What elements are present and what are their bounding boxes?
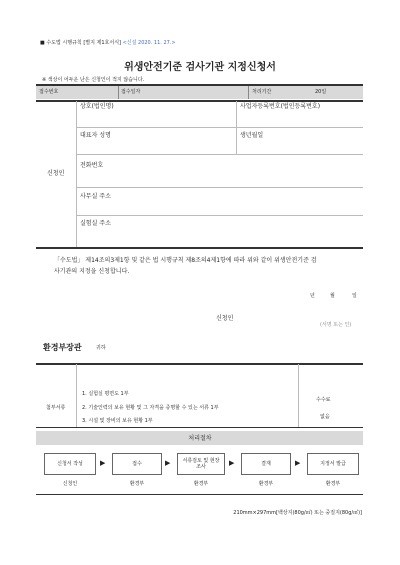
process-actor-3: 환경부 xyxy=(193,481,209,487)
signer-label: 신청인 xyxy=(216,315,234,322)
recipient-name: 환경부장관 xyxy=(43,343,82,352)
recipient-suffix: 귀하 xyxy=(96,345,106,351)
business-number-field[interactable]: 사업자등록번호(법인등록번호) xyxy=(240,103,321,110)
process-actor-2: 환경부 xyxy=(129,481,145,487)
date-day: 일 xyxy=(352,293,357,299)
company-name-field[interactable]: 상호(법인명) xyxy=(80,103,114,110)
statement-line-1: 「수도법」 제14조의3제1항 및 같은 법 시행규칙 제8조의4제1항에 따라 위와 같이 위생안전기준 검 xyxy=(54,257,317,264)
statement-line-2: 사기관의 지정을 신청합니다. xyxy=(54,268,130,275)
page-title: 위생안전기준 검사기관 지정신청서 xyxy=(124,62,276,73)
instruction-note: ※ 색상이 어두운 난은 신청인이 적지 않습니다. xyxy=(42,77,145,83)
arrow-right-icon: ▶ xyxy=(295,459,301,467)
receipt-date-label: 접수일자 xyxy=(121,89,141,95)
arrow-right-icon: ▶ xyxy=(165,459,171,467)
form-ref-text: 수도법 시행규칙 [별지 제1호서식] xyxy=(46,40,121,46)
receipt-number-label: 접수번호 xyxy=(39,89,59,95)
arrow-right-icon: ▶ xyxy=(229,459,235,467)
process-step-4: 결재 xyxy=(241,453,291,475)
date-month: 월 xyxy=(330,293,335,299)
attachment-item-2: 2. 기술인력의 보유 현황 및 그 자격을 증명할 수 있는 서류 1부 xyxy=(82,405,219,411)
bullet-icon: ■ xyxy=(40,40,45,46)
process-title: 처리절차 xyxy=(188,435,212,442)
process-actor-1: 신청인 xyxy=(62,481,78,487)
form-reference xyxy=(40,40,176,46)
process-step-2: 접수 xyxy=(112,453,162,475)
fee-value: 없음 xyxy=(320,414,330,420)
process-actor-4: 환경부 xyxy=(258,481,274,487)
lab-address-field[interactable]: 실험실 주소 xyxy=(80,220,111,227)
attachment-item-3: 3. 시설 및 장비의 보유 현황 1부 xyxy=(82,418,153,424)
birth-date-field[interactable]: 생년월일 xyxy=(240,132,264,139)
phone-field[interactable]: 전화번호 xyxy=(80,162,104,169)
process-actor-5: 환경부 xyxy=(325,481,341,487)
revision-text: <신설 2020. 11. 27.> xyxy=(122,40,176,46)
process-step-3: 서류검토 및 현장조사 xyxy=(177,453,225,475)
office-address-field[interactable]: 사무실 주소 xyxy=(80,193,111,200)
fee-label: 수수료 xyxy=(316,397,331,403)
process-step-5: 지정서 발급 xyxy=(307,453,359,475)
attachment-item-1: 1. 실험실 평면도 1부 xyxy=(82,391,129,397)
arrow-right-icon: ▶ xyxy=(100,459,106,467)
processing-period-value: 20일 xyxy=(315,89,327,95)
representative-name-field[interactable]: 대표자 성명 xyxy=(80,132,111,139)
processing-period-label: 처리기간 xyxy=(252,89,272,95)
paper-spec-footer: 210mm×297mm[백상지(80g/㎡) 또는 중질지(80g/㎡)] xyxy=(233,510,362,516)
process-step-1: 신청서 작성 xyxy=(44,453,96,475)
attachments-label: 첨부서류 xyxy=(46,405,66,411)
receipt-row xyxy=(36,86,363,99)
applicant-side-label: 신청인 xyxy=(47,170,65,177)
date-year: 년 xyxy=(310,293,315,299)
signature-hint[interactable]: (서명 또는 인) xyxy=(320,322,352,328)
